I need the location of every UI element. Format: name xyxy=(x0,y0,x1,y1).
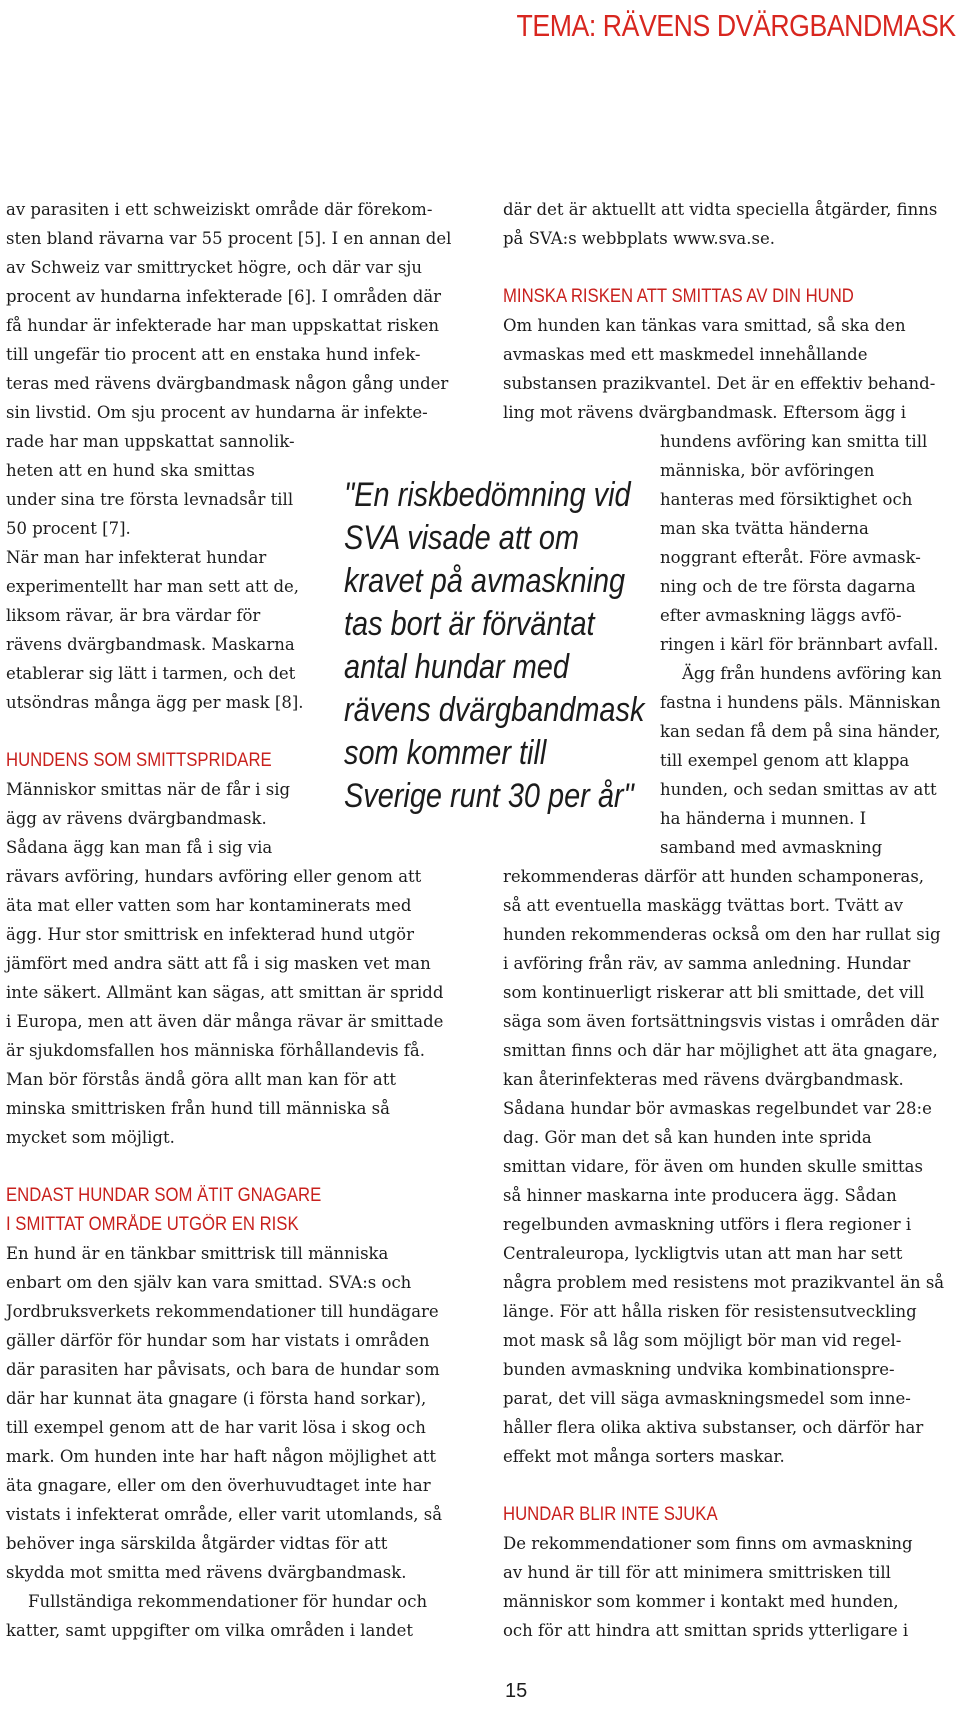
left-intro-paragraph: av parasiten i ett schweiziskt område där förekom- sten bland rävarna var 55 procent [5]. I en annan del av Schweiz var smittrycket högre, och där var sju procent av hundarna infekterade [6]. I områden där få hundar är infekterade har man uppskattat risken till ungefär tio procent att en enstaka hund infek- teras med rävens dvärgbandmask någon gång under sin livstid. Om sju procent av hundarna är infekte- rade har man uppskattat sannolik- heten att en hund ska smittas under sina tre första levnadsår till 50 procent [7]. När man har infekterat hundar experimentellt har man sett att de, liksom rävar, är bra värdar för rävens dvärgbandmask. Maskarna etablerar sig lätt i tarmen, och det utsöndras många ägg per mask [8]. xyxy=(6,200,452,712)
section-heading-hundens-smittspridare: HUNDENS SOM SMITTSPRIDARE xyxy=(6,750,272,771)
section-body-minska-risken: Om hunden kan tänkas vara smittad, så ska den avmaskas med ett maskmedel innehållande substansen prazikvantel. Det är en effektiv behand- ling mot rävens dvärgbandmask. Eftersom ägg i hundens avföring kan smitta till människa, bör avföringen hanteras med försiktighet och man ska tvätta händerna noggrant efteråt. Före avmask- ning och de tre första dagarna efter avmaskning läggs avfö- ringen i kärl för brännbart avfall. xyxy=(503,316,939,654)
section-heading-endast-hundar-line1: ENDAST HUNDAR SOM ÄTIT GNAGARE xyxy=(6,1185,322,1206)
section-body-hundens-smittspridare: Människor smittas när de får i sig ägg av rävens dvärgbandmask. Sådana ägg kan man få i sig via rävars avföring, hundars avföring eller genom att äta mat eller vatten som har kontaminerats med ägg. Hur stor smittrisk en infekterad hund utgör jämfört med andra sätt att få i sig masken vet man inte säkert. Allmänt kan sägas, att smittan är spridd i Europa, men att även där många rävar är smittade är sjukdomsfallen hos människa förhållandevis få. Man bör förstås ändå göra allt man kan för att minska smittrisken från hund till människa så mycket som möjligt. xyxy=(6,780,444,1147)
section-body-endast-hundar-para2: Fullständiga rekommendationer för hundar och katter, samt uppgifter om vilka områden i landet xyxy=(6,1592,428,1640)
section-body-endast-hundar: En hund är en tänkbar smittrisk till människa enbart om den själv kan vara smittad. SVA:s och Jordbruksverkets rekommendationer till hundägare gäller därför för hundar som har vistats i områden där parasiten har påvisats, och bara de hundar som där har kunnat äta gnagare (i första hand sorkar), till exempel genom att de har varit lösa i skog och mark. Om hunden inte har haft någon möjlighet att äta gnagare, eller om den överhuvudtaget inte har vistats i infekterat område, eller varit utomlands, så behöver inga särskilda åtgärder vidtas för att skydda mot smitta med rävens dvärgbandmask. xyxy=(6,1244,443,1582)
section-heading-hundar-blir-inte-sjuka: HUNDAR BLIR INTE SJUKA xyxy=(503,1504,718,1525)
right-intro-paragraph: där det är aktuellt att vidta speciella åtgärder, finns på SVA:s webbplats www.sva.se. xyxy=(503,200,938,248)
pull-quote: "En riskbedömning vid SVA visade att om kravet på avmaskning tas bort är förväntat antal hundar med rävens dvärgbandmask som kommer till Sverige runt 30 per år" xyxy=(344,476,645,815)
section-heading-endast-hundar-line2: I SMITTAT OMRÅDE UTGÖR EN RISK xyxy=(6,1214,299,1235)
section-body-minska-risken-para2: Ägg från hundens avföring kan fastna i hundens päls. Människan kan sedan få dem på sina händer, till exempel genom att klappa hunden, och sedan smittas av att ha händerna i munnen. I samband med avmaskning rekommenderas därför att hunden schamponeras, så att eventuella maskägg tvättas bort. Tvätt av hunden rekommenderas också om den har rullat sig i avföring från räv, av samma anledning. Hundar som kontinuerligt riskerar att bli smittade, det vill säga som även fortsättningsvis vistas i områden där smittan finns och där har möjlighet att äta gnagare, kan återinfekteras med rävens dvärgbandmask. Sådana hundar bör avmaskas regelbundet var 28:e dag. Gör man det så kan hunden inte sprida smittan vidare, för även om hunden skulle smittas så hinner maskarna inte producera ägg. Sådan regelbunden avmaskning utförs i flera regioner i Centraleuropa, lyckligtvis utan att man har sett några problem med resistens mot prazikvantel än så länge. För att hålla risken för resistensutveckling mot mask så låg som möjligt bör man vid regel- bunden avmaskning undvika kombinationspre- parat, det vill säga avmaskningsmedel som inne- håller flera olika aktiva substanser, och därför har effekt mot många sorters maskar. xyxy=(503,664,945,1466)
page-number: 15 xyxy=(505,1680,528,1702)
left-column xyxy=(6,195,461,1645)
section-heading-minska-risken: MINSKA RISKEN ATT SMITTAS AV DIN HUND xyxy=(503,286,854,307)
section-body-hundar-blir-inte-sjuka: De rekommendationer som finns om avmaskning av hund är till för att minimera smittrisken till människor som kommer i kontakt med hunden, och för att hindra att smittan sprids ytterligare i xyxy=(503,1534,913,1640)
right-column xyxy=(503,195,958,1645)
page-header-title: TEMA: RÄVENS DVÄRGBANDMASK xyxy=(516,8,956,43)
